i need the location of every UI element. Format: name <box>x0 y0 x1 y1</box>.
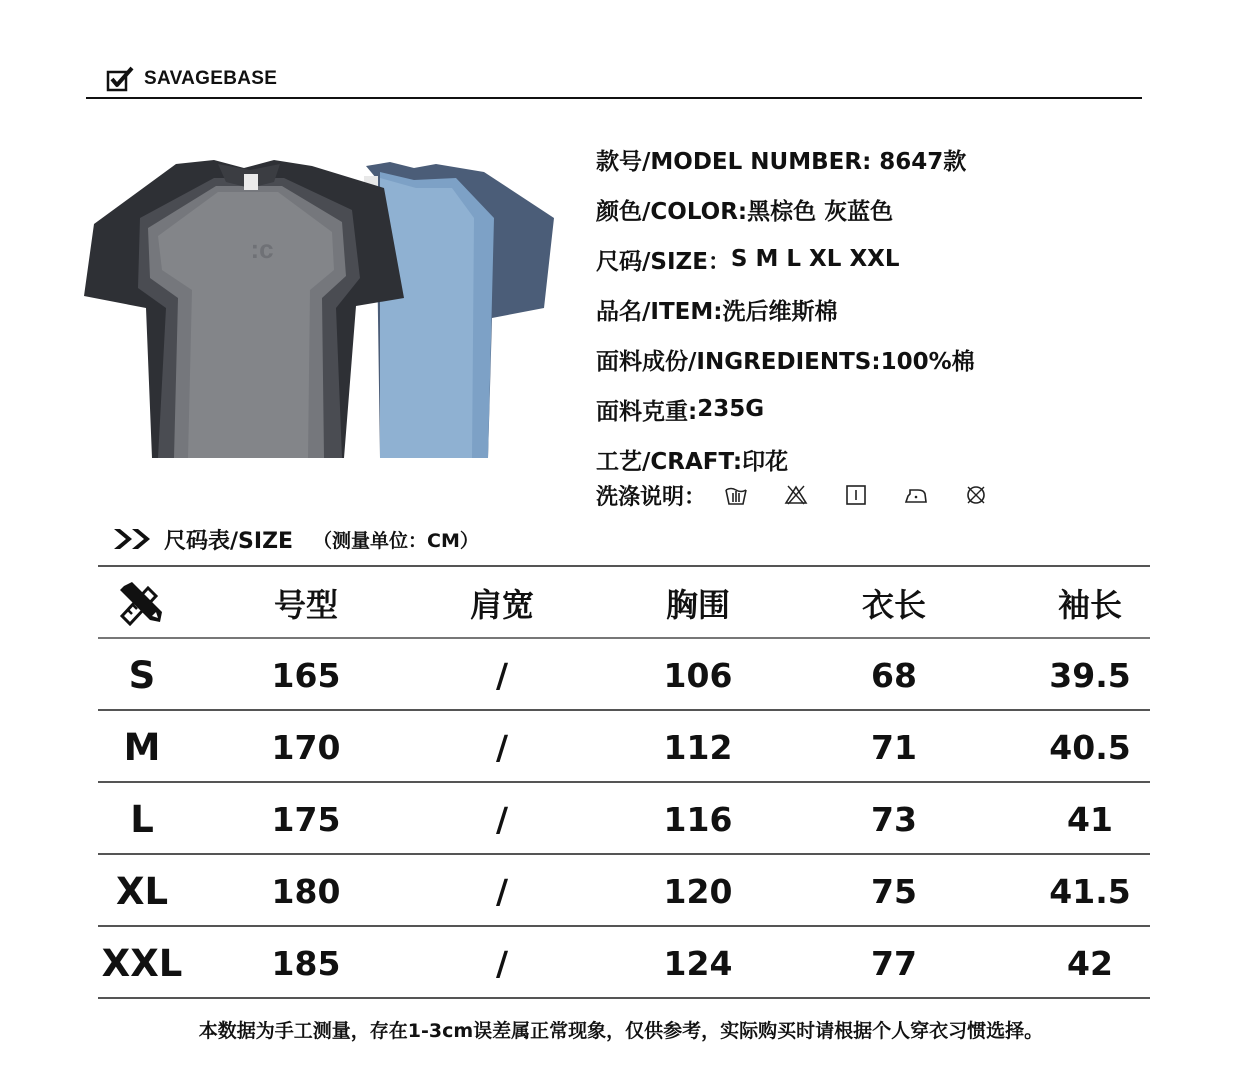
length-cell: 73 <box>871 799 917 839</box>
spec-value: 100%棉 <box>880 348 975 375</box>
table-row <box>98 783 1150 855</box>
length-cell: 75 <box>871 871 917 911</box>
spec-label: 品名/ITEM: <box>596 298 723 325</box>
spec-list <box>596 134 975 484</box>
table-header-row <box>98 567 1150 639</box>
header-divider <box>86 97 1142 99</box>
tumble-dry-icon <box>844 484 868 506</box>
blue-tee-image <box>364 162 554 458</box>
spec-item <box>596 284 975 334</box>
no-dry-clean-icon <box>964 484 988 506</box>
spec-value: 洗后维斯棉 <box>722 298 838 325</box>
length-cell: 71 <box>871 727 917 767</box>
table-header-icon-cell <box>98 567 186 639</box>
height-cell: 170 <box>271 727 341 767</box>
spec-label: 工艺/CRAFT: <box>596 448 743 475</box>
height-cell: 180 <box>271 871 341 911</box>
length-cell: 68 <box>871 655 917 695</box>
chest-cell: 112 <box>663 727 733 767</box>
column-header-shoulder: 肩宽 <box>469 586 534 624</box>
size-table <box>98 565 1150 999</box>
chest-cell: 106 <box>663 655 733 695</box>
spec-value: S M L XL XXL <box>730 246 900 272</box>
size-cell: S <box>128 653 156 697</box>
svg-text::c: :c <box>250 234 274 264</box>
spec-label: 面料克重: <box>596 398 698 425</box>
spec-label: 尺码/SIZE： <box>596 248 731 275</box>
sleeve-cell: 41.5 <box>1049 871 1131 911</box>
spec-value: 235G <box>697 396 765 422</box>
row-divider <box>98 997 1150 999</box>
spec-label: 颜色/COLOR: <box>596 198 748 225</box>
brand <box>106 66 277 92</box>
shoulder-cell: / <box>495 799 509 839</box>
ruler-pencil-icon <box>118 580 166 626</box>
shoulder-cell: / <box>495 871 509 911</box>
grey-tee-image <box>84 160 404 458</box>
spec-value: 黑棕色 灰蓝色 <box>747 198 894 225</box>
sleeve-cell: 39.5 <box>1049 655 1131 695</box>
iron-icon <box>904 484 928 506</box>
table-row <box>98 711 1150 783</box>
spec-value: 印花 <box>742 448 789 475</box>
chest-cell: 116 <box>663 799 733 839</box>
size-cell: M <box>123 725 161 769</box>
shoulder-cell: / <box>495 727 509 767</box>
height-cell: 175 <box>271 799 341 839</box>
table-row <box>98 927 1150 999</box>
hand-wash-icon <box>724 484 748 506</box>
wash-label: 洗涤说明： <box>596 484 707 510</box>
height-cell: 185 <box>271 943 341 983</box>
size-cell: XL <box>115 869 169 913</box>
spec-label: 款号/MODEL NUMBER: <box>596 148 872 175</box>
wash-icon-list <box>724 484 988 506</box>
spec-ingredients <box>596 334 975 384</box>
height-cell: 165 <box>271 655 341 695</box>
column-header-length: 衣长 <box>861 586 926 624</box>
brand-name: SAVAGEBASE <box>144 68 278 89</box>
spec-craft <box>596 434 975 484</box>
chest-cell: 124 <box>663 943 733 983</box>
column-header-sleeve: 袖长 <box>1057 586 1122 624</box>
size-chart-title: 尺码表/SIZE <box>164 528 294 554</box>
column-header-chest: 胸围 <box>665 586 730 624</box>
double-chevron-right-icon <box>112 527 156 551</box>
spec-label: 面料成份/INGREDIENTS: <box>596 348 881 375</box>
table-row <box>98 639 1150 711</box>
table-row <box>98 855 1150 927</box>
spec-model-number <box>596 134 975 184</box>
shoulder-cell: / <box>495 655 509 695</box>
sleeve-cell: 41 <box>1067 799 1113 839</box>
shoulder-cell: / <box>495 943 509 983</box>
spec-value: 8647款 <box>879 148 967 175</box>
no-bleach-icon <box>784 484 808 506</box>
measurement-disclaimer: 本数据为手工测量，存在1-3cm误差属正常现象，仅供参考，实际购买时请根据个人穿衣习惯选择。 <box>198 1020 1044 1042</box>
column-header-height: 号型 <box>273 586 338 624</box>
spec-size <box>596 234 975 284</box>
spec-weight <box>596 384 975 434</box>
chest-cell: 120 <box>663 871 733 911</box>
size-cell: L <box>130 797 154 841</box>
size-chart-heading <box>112 522 479 556</box>
length-cell: 77 <box>871 943 917 983</box>
sleeve-cell: 40.5 <box>1049 727 1131 767</box>
checkbox-check-icon <box>106 66 134 92</box>
wash-instructions <box>596 478 988 512</box>
product-photo <box>84 158 556 460</box>
size-cell: XXL <box>101 941 183 985</box>
spec-color <box>596 184 975 234</box>
size-chart-unit: （测量单位：CM） <box>313 529 479 552</box>
sleeve-cell: 42 <box>1067 943 1113 983</box>
